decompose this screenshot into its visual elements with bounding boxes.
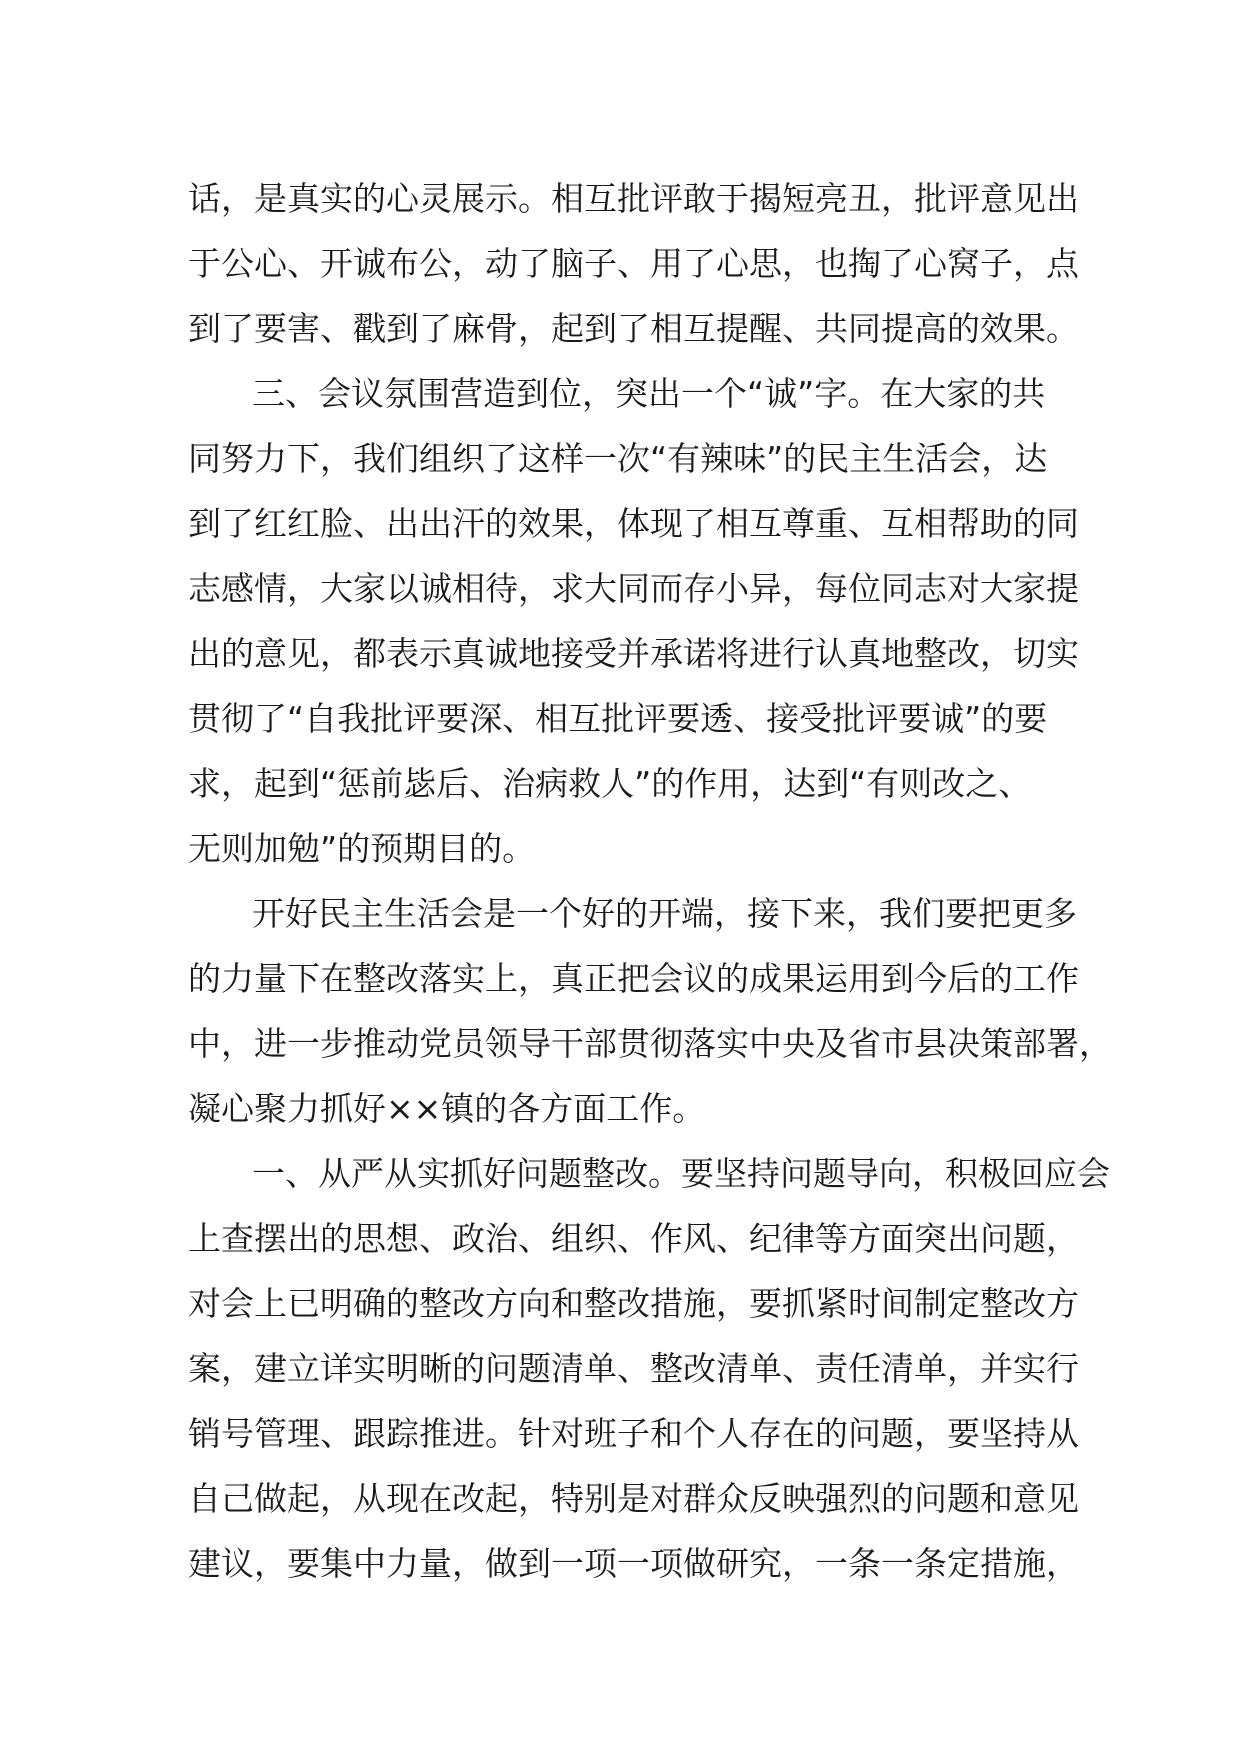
text-line: 对会上已明确的整改方向和整改措施，要抓紧时间制定整改方 xyxy=(188,1284,1079,1323)
text-line: 销号管理、跟踪推进。针对班子和个人存在的问题，要坚持从 xyxy=(188,1414,1079,1453)
text-line: 的力量下在整改落实上，真正把会议的成果运用到今后的工作 xyxy=(188,959,1079,998)
text-line: 于公心、开诚布公，动了脑子、用了心思，也掏了心窝子，点 xyxy=(188,244,1079,283)
text-line: 志感情，大家以诚相待，求大同而存小异，每位同志对大家提 xyxy=(188,569,1079,608)
text-line: 求，起到“惩前毖后、治病救人”的作用，达到“有则改之、 xyxy=(188,764,1032,803)
text-line: 同努力下，我们组织了这样一次“有辣味”的民主生活会，达 xyxy=(188,439,1048,478)
text-line: 案，建立详实明晰的问题清单、整改清单、责任清单，并实行 xyxy=(188,1349,1079,1388)
text-line: 中，进一步推动党员领导干部贯彻落实中央及省市县决策部署， xyxy=(188,1024,1112,1063)
text-line: 出的意见，都表示真诚地接受并承诺将进行认真地整改，切实 xyxy=(188,634,1079,673)
text-line: 到了要害、戳到了麻骨，起到了相互提醒、共同提高的效果。 xyxy=(188,309,1079,348)
text-line: 上查摆出的思想、政治、组织、作风、纪律等方面突出问题， xyxy=(188,1219,1079,1258)
paragraph-start-line: 三、会议氛围营造到位，突出一个“诚”字。在大家的共 xyxy=(252,374,1046,413)
text-line: 无则加勉”的预期目的。 xyxy=(188,829,536,868)
text-line: 贯彻了“自我批评要深、相互批评要透、接受批评要诚”的要 xyxy=(188,699,1048,738)
paragraph-start-line: 开好民主生活会是一个好的开端，接下来，我们要把更多 xyxy=(252,894,1077,933)
paragraph-start-line: 一、从严从实抓好问题整改。要坚持问题导向，积极回应会 xyxy=(252,1154,1110,1193)
document-body xyxy=(188,166,1112,1596)
text-line: 到了红红脸、出出汗的效果，体现了相互尊重、互相帮助的同 xyxy=(188,504,1079,543)
text-line: 建议，要集中力量，做到一项一项做研究，一条一条定措施， xyxy=(188,1544,1079,1583)
text-line: 话，是真实的心灵展示。相互批评敢于揭短亮丑，批评意见出 xyxy=(188,179,1079,218)
text-line: 凝心聚力抓好××镇的各方面工作。 xyxy=(188,1089,706,1128)
text-line: 自己做起，从现在改起，特别是对群众反映强烈的问题和意见 xyxy=(188,1479,1079,1518)
